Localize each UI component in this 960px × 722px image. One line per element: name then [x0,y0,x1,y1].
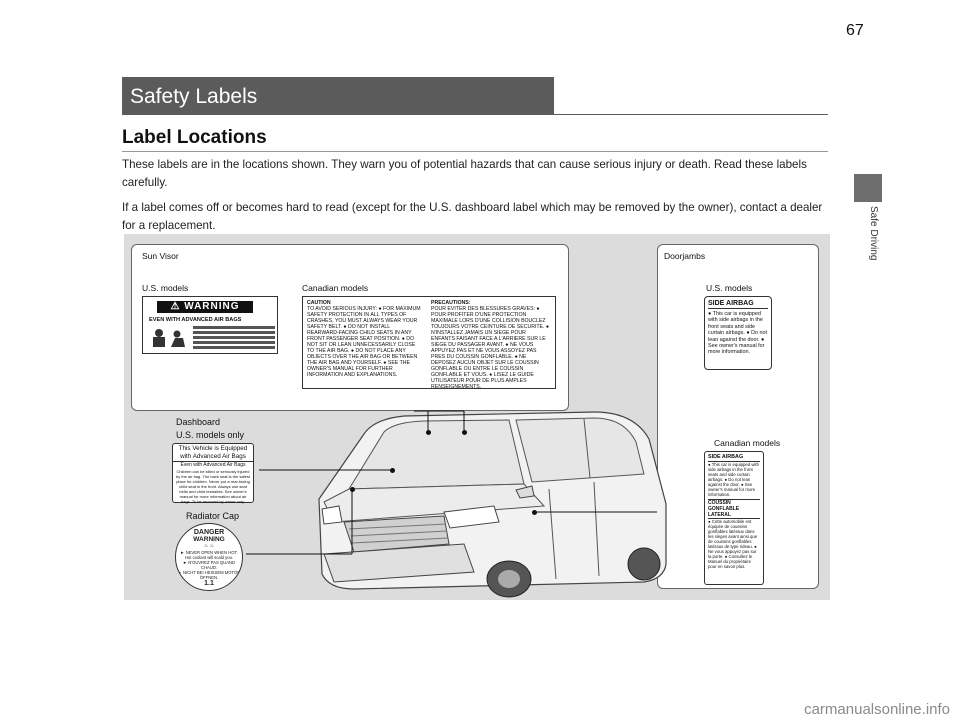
doorjambs-title: Doorjambs [664,251,706,261]
precautions-title: PRECAUTIONS: [431,300,471,306]
german-text: ► NICHT BEI HEISSEM MOTOR ÖFFNEN. [177,570,241,580]
callout-lines [124,234,830,600]
radiator-cap-title: Radiator Cap [186,511,240,521]
warning-subhead: EVEN WITH ADVANCED AIR BAGS [149,317,242,323]
precautions-text: POUR EVITER DES BLESSURES GRAVES: ● POUR PROFITER D'UNE PROTECTION MAXIMALE LORS D'UNE COLLISION BOUCLEZ TOUJOURS VOTRE CEINTURE DE SECURITE. ● N'INSTALLEZ JAMAIS UN SIEGE POUR ENFANTS FAISANT FACE A L'ARRIERE SUR LE SIEGE DU PASSAGER AVANT. ● NE VOUS APPUYEZ PAS ET NE VOUS ASSOYEZ PAS PRES DU COUSSIN GONFLABLE. ● NE DEPOSEZ AUCUN OBJET SUR LE COUSSIN GONFLABLE OU ENTRE LE COUSSIN GONFLABLE ET VOUS. ● LISEZ LE GUIDE UTILISATEUR POUR DE PLUS AMPLES RENSEIGNEMENTS. [431,306,550,390]
chapter-label [868,206,882,286]
scald-text: Hot coolant will scald you. [184,555,234,560]
coussin-text: ● Cette automobile est équipée de coussins gonflables latéraux dans les sièges avant ainsi que de coussins gonflables latéraux de type rideau. ● Ne vous appuyez pas sur la porte. ● Consultez le Manuel du propriétaire pour en savoir plus. [708,519,758,569]
side-airbag-title: SIDE AIRBAG [708,299,768,309]
intro-paragraph: These labels are in the locations shown. They warn you of potential hazards that can cause serious injury or death. Read these labels carefully. [122,158,807,189]
side-airbag-text: ● This car is equipped with side airbags in the front seats and side curtain airbags. ● Do not lean against the door. ● See owner's manual for more information. [708,311,767,356]
warning-icon: ⚠ [170,301,181,312]
doorjambs-canada-label: Canadian models [714,438,781,448]
replacement-paragraph: If a label comes off or becomes hard to read (except for the U.S. dashboard label which may be removed by the owner), contact a dealer for a replacement. [122,201,823,232]
watermark: carmanualsonline.info [804,701,950,718]
section-banner: Safety Labels [122,77,554,115]
marker-dashboard [390,468,395,473]
never-open-text: ► NEVER OPEN WHEN HOT. [180,550,238,555]
danger-text: DANGER [193,529,225,536]
label-location-figure [124,234,830,600]
dashboard-subtitle: U.S. models only [176,430,245,440]
warning-text: WARNING [184,301,240,312]
banner-rule [554,114,828,115]
hot-icons: ♨ ♨ [203,543,215,549]
marker-visor-right [462,430,467,435]
sun-visor-us-label: U.S. models [142,283,189,293]
caution-title: CAUTION [307,300,331,306]
coussin-title: COUSSIN GONFLABLE LATERAL [708,499,760,519]
pressure-rating: 1.1 [204,580,214,587]
doorjambs-us-label: U.S. models [706,283,753,293]
chapter-label-text: Safe Driving [868,206,879,261]
page-number: 67 [846,22,864,39]
radiator-warning-text: WARNING [193,536,225,543]
chapter-tab [854,174,882,202]
marker-radiator [350,487,355,492]
dashboard-title: Dashboard [176,417,221,427]
canada-side-airbag-text: ● This car is equipped with side airbags in the front seats and side curtain airbags. ● Do not lean against the door. ● See owner's manual for more information. [708,462,760,497]
dashboard-card-subtitle: Even with Advanced Air Bags [180,462,246,468]
marker-doorjamb [532,510,537,515]
french-text: ► N'OUVREZ PAS QUAND CHAUD. [182,560,236,570]
canada-side-airbag-title: SIDE AIRBAG [708,454,760,462]
marker-visor-left [426,430,431,435]
sun-visor-title: Sun Visor [142,251,179,261]
sun-visor-canada-label: Canadian models [302,283,369,293]
dashboard-card-text: Children can be killed or seriously injured by the air bag. The back seat is the safest place for children. Never put a rear-facing child seat in the front. Always use seat belts and child restraints. See owner's manual for more information about air bags. To be removed by owner only. [176,469,250,504]
caution-text: TO AVOID SERIOUS INJURY: ● FOR MAXIMUM SAFETY PROTECTION IN ALL TYPES OF CRASHES, YOU MUST ALWAYS WEAR YOUR SAFETY BELT. ● DO NOT INSTALL REARWARD-FACING CHILD SEATS IN ANY FRONT PASSENGER SEAT POSITION. ● DO NOT SIT OR LEAN UNNECESSARILY CLOSE TO THE AIR BAG. ● DO NOT PLACE ANY OBJECTS OVER THE AIR BAG OR BETWEEN THE AIR BAG AND YOURSELF. ● SEE THE OWNER'S MANUAL FOR FURTHER INFORMATION AND EXPLANATIONS. [307,306,421,378]
page-heading: Label Locations [122,127,267,148]
dashboard-card-title: This Vehicle is Equipped with Advanced Air Bags [173,444,253,462]
heading-rule [122,151,828,152]
